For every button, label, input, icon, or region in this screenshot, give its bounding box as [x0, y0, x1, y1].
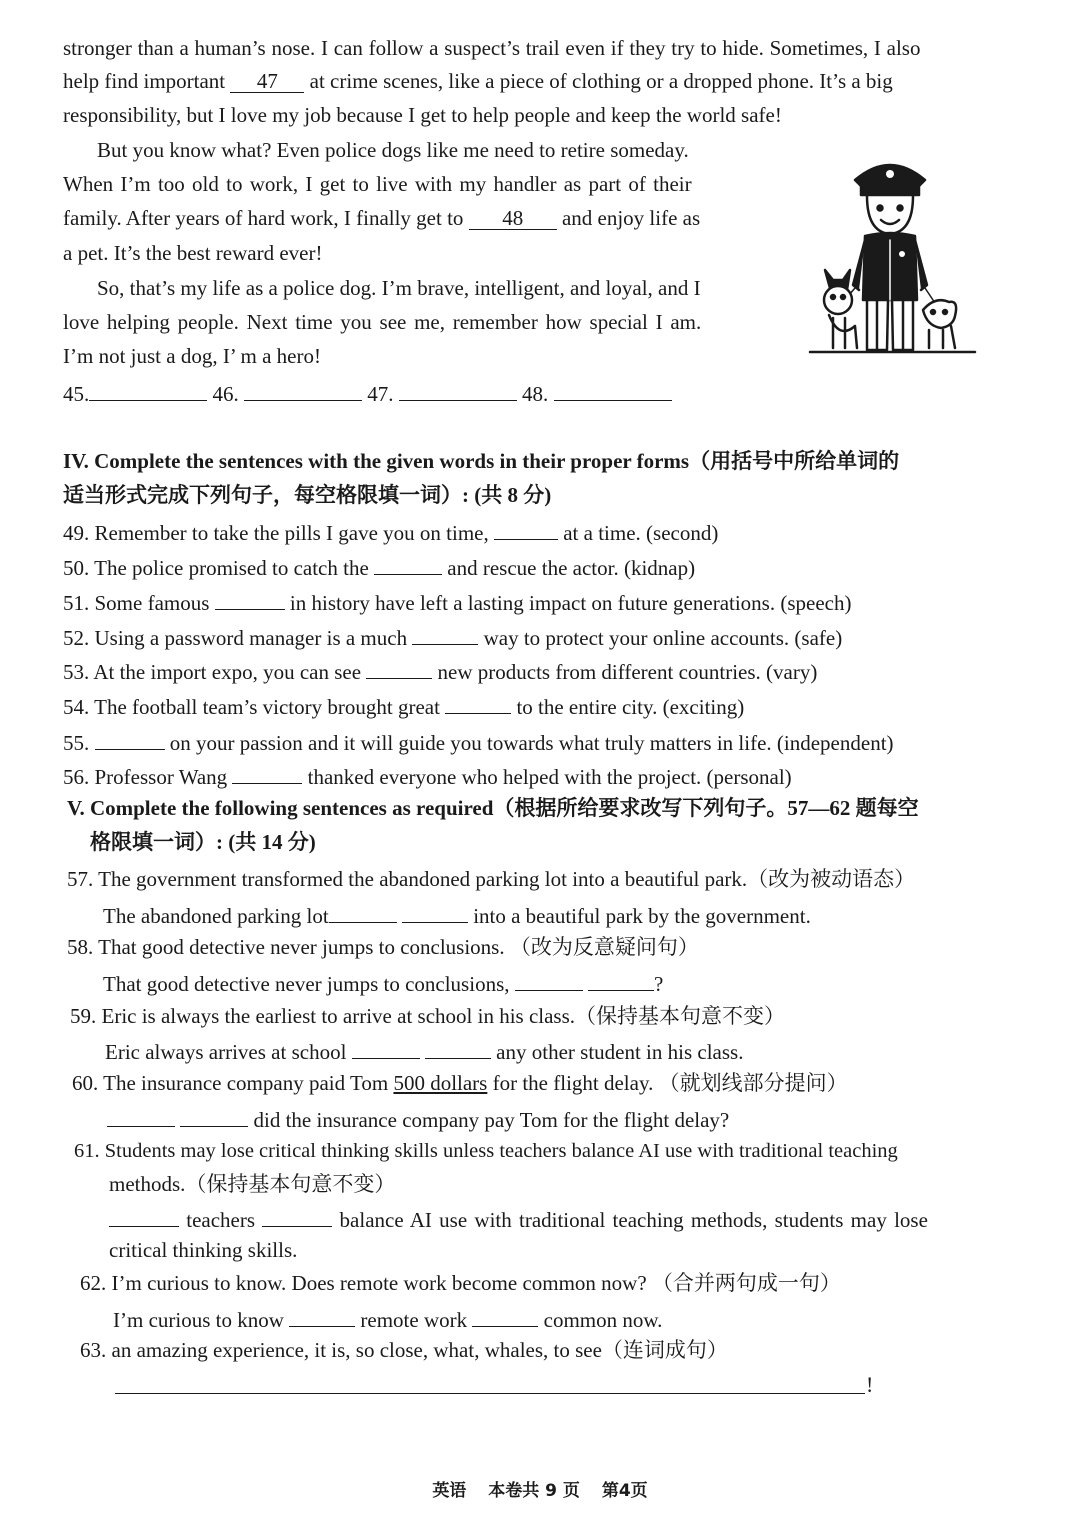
section-5-title: V. Complete the following sentences as required（根据所给要求改写下列句子。57—62 题每空 [67, 796, 919, 820]
question-61-rewrite-cont: critical thinking skills. [109, 1238, 298, 1262]
underlined-part: 500 dollars [393, 1071, 488, 1095]
question-53: 53. At the import expo, you can see new products from different countries. (vary) [63, 659, 818, 684]
question-51: 51. Some famous in history have left a lasting impact on future generations. (speech) [63, 590, 852, 615]
question-54: 54. The football team’s victory brought great to the entire city. (exciting) [63, 694, 745, 719]
footer-page-number: 第4页 [601, 1481, 648, 1501]
passage-line: help find important 47 at crime scenes, like a piece of clothing or a dropped phone. It’s a big [63, 69, 893, 93]
passage-line: I’m not just a dog, I’ m a hero! [63, 344, 321, 368]
footer-total-pages: 本卷共 9 页 [488, 1481, 580, 1501]
answer-blank[interactable] [329, 902, 397, 923]
answer-blank-47[interactable] [399, 380, 517, 401]
question-59-rewrite: Eric always arrives at school any other student in his class. [105, 1039, 744, 1064]
passage-line: But you know what? Even police dogs like me need to retire someday. [97, 138, 689, 162]
answer-label: 46. [212, 381, 239, 406]
question-58: 58. That good detective never jumps to conclusions. （改为反意疑问句） [67, 935, 699, 959]
passage-line: stronger than a human’s nose. I can follow a suspect’s trail even if they try to hide. Sometimes, I also [63, 36, 921, 60]
question-60-rewrite: did the insurance company pay Tom for the flight delay? [107, 1106, 729, 1132]
passage-line: responsibility, but I love my job because I get to help people and keep the world safe! [63, 103, 782, 127]
answer-blank[interactable] [107, 1106, 175, 1127]
section-4-title: 适当形式完成下列句子，每空格限填一词）: (共 8 分) [63, 483, 552, 507]
answer-blank[interactable] [352, 1038, 420, 1059]
page-footer [0, 1476, 1080, 1501]
section-5-title: 格限填一词）: (共 14 分) [90, 830, 316, 854]
answer-blank[interactable] [366, 658, 432, 679]
answer-blank[interactable] [180, 1106, 248, 1127]
question-56: 56. Professor Wang thanked everyone who helped with the project. (personal) [63, 764, 792, 789]
answer-label: 47. [367, 381, 394, 406]
passage-line: a pet. It’s the best reward ever! [63, 241, 323, 265]
blank-48[interactable]: 48 [469, 208, 557, 230]
passage-line: So, that’s my life as a police dog. I’m brave, intelligent, and loyal, and I [97, 276, 701, 300]
question-57: 57. The government transformed the abandoned parking lot into a beautiful park.（改为被动语态） [67, 867, 916, 891]
question-59: 59. Eric is always the earliest to arrive at school in his class.（保持基本句意不变） [70, 1004, 786, 1028]
answer-blank[interactable] [262, 1206, 332, 1227]
answer-label: 48. [522, 381, 549, 406]
footer-subject: 英语 [432, 1481, 467, 1501]
question-61: 61. Students may lose critical thinking skills unless teachers balance AI use with traditional teaching [74, 1140, 898, 1162]
section-4-title: IV. Complete the sentences with the given words in their proper forms（用括号中所给单词的 [63, 449, 900, 473]
passage-line: family. After years of hard work, I finally get to 48 and enjoy life as [63, 206, 701, 230]
question-52: 52. Using a password manager is a much way to protect your online accounts. (safe) [63, 625, 843, 650]
answer-blank-48[interactable] [554, 380, 672, 401]
question-62: 62. I’m curious to know. Does remote work become common now? （合并两句成一句） [80, 1271, 841, 1295]
answer-blank[interactable] [95, 729, 165, 750]
question-63: 63. an amazing experience, it is, so close, what, whales, to see（连词成句） [80, 1338, 728, 1362]
answer-blank[interactable] [109, 1206, 179, 1227]
answer-blank[interactable] [402, 902, 468, 923]
answer-blank[interactable] [515, 970, 583, 991]
question-58-rewrite: That good detective never jumps to conclusions, ? [103, 971, 664, 996]
answer-blank[interactable] [425, 1038, 491, 1059]
answer-blank[interactable] [494, 519, 558, 540]
answer-blank[interactable] [289, 1306, 355, 1327]
answer-blank[interactable] [215, 589, 285, 610]
answer-blank[interactable] [374, 554, 442, 575]
question-62-rewrite: I’m curious to know remote work common now. [113, 1307, 663, 1332]
passage-line: love helping people. Next time you see me, remember how special I am. [63, 310, 702, 334]
answer-line-63[interactable] [115, 1393, 865, 1394]
answer-blank-46[interactable] [244, 380, 362, 401]
question-57-rewrite: The abandoned parking lot into a beautiful park by the government. [103, 903, 811, 928]
answer-blank[interactable] [412, 624, 478, 645]
answer-blank[interactable] [445, 693, 511, 714]
answer-blank-45[interactable] [89, 380, 207, 401]
blank-47[interactable]: 47 [230, 71, 304, 93]
question-49: 49. Remember to take the pills I gave you on time, at a time. (second) [63, 520, 719, 545]
answer-row [63, 380, 672, 406]
question-61-cont: methods.（保持基本句意不变） [109, 1172, 396, 1196]
question-55: 55. on your passion and it will guide you towards what truly matters in life. (independent) [63, 730, 894, 755]
answer-blank[interactable] [232, 763, 302, 784]
passage-line: When I’m too old to work, I get to live with my handler as part of their [63, 172, 692, 196]
answer-label: 45. [63, 381, 90, 406]
answer-blank[interactable] [588, 970, 654, 991]
police-officer-dogs-illustration [805, 150, 980, 360]
question-61-rewrite: teachers balance AI use with traditional teaching methods, students may lose [109, 1206, 928, 1232]
question-60: 60. The insurance company paid Tom 500 dollars for the flight delay. （就划线部分提问） [72, 1071, 848, 1095]
question-50: 50. The police promised to catch the and rescue the actor. (kidnap) [63, 555, 696, 580]
exclamation-mark: ! [866, 1372, 874, 1397]
answer-blank[interactable] [472, 1306, 538, 1327]
